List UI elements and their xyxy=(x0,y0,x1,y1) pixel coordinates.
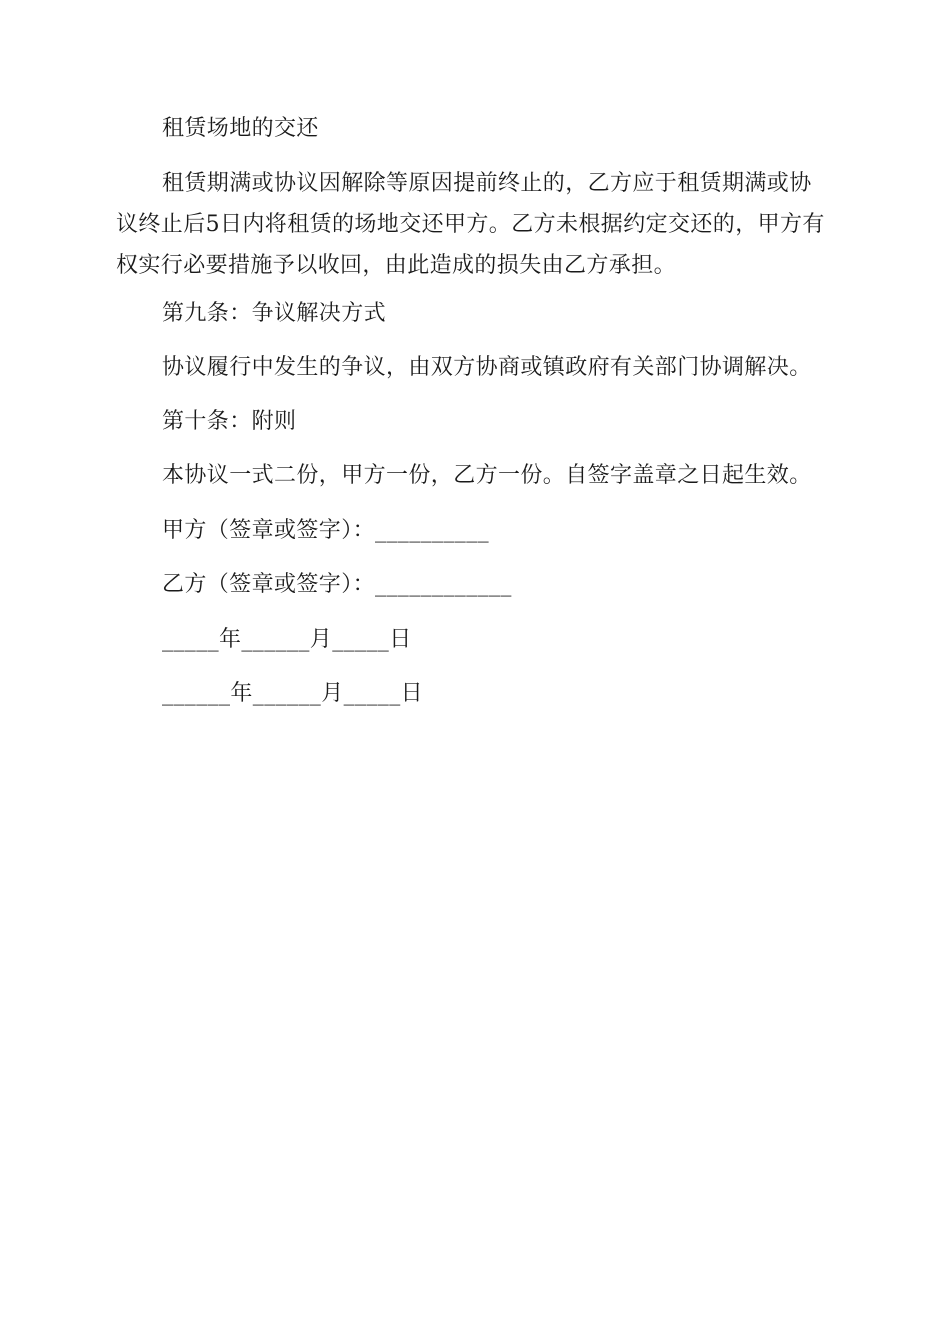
party-b-signature-line: 乙方（签章或签字）：____________ xyxy=(162,572,512,597)
date-line-a: _____年______月_____日 xyxy=(162,627,412,652)
article-10-title: 第十条：附则 xyxy=(162,409,297,434)
party-a-signature-line: 甲方（签章或签字）：__________ xyxy=(162,518,490,543)
section-heading-return: 租赁场地的交还 xyxy=(162,116,319,141)
paragraph-return-terms: 租赁期满或协议因解除等原因提前终止的，乙方应于租赁期满或协议终止后5日内将租赁的场地交还甲方。乙方未根据约定交还的，甲方有权实行必要措施予以收回，由此造成的损失由乙方承担。 xyxy=(116,171,825,278)
article-9-title: 第九条：争议解决方式 xyxy=(162,301,387,326)
article-10-text: 本协议一式二份，甲方一份，乙方一份。自签字盖章之日起生效。 xyxy=(162,463,812,488)
date-line-b: ______年______月_____日 xyxy=(162,681,424,706)
article-9-text: 协议履行中发生的争议，由双方协商或镇政府有关部门协调解决。 xyxy=(162,355,812,380)
